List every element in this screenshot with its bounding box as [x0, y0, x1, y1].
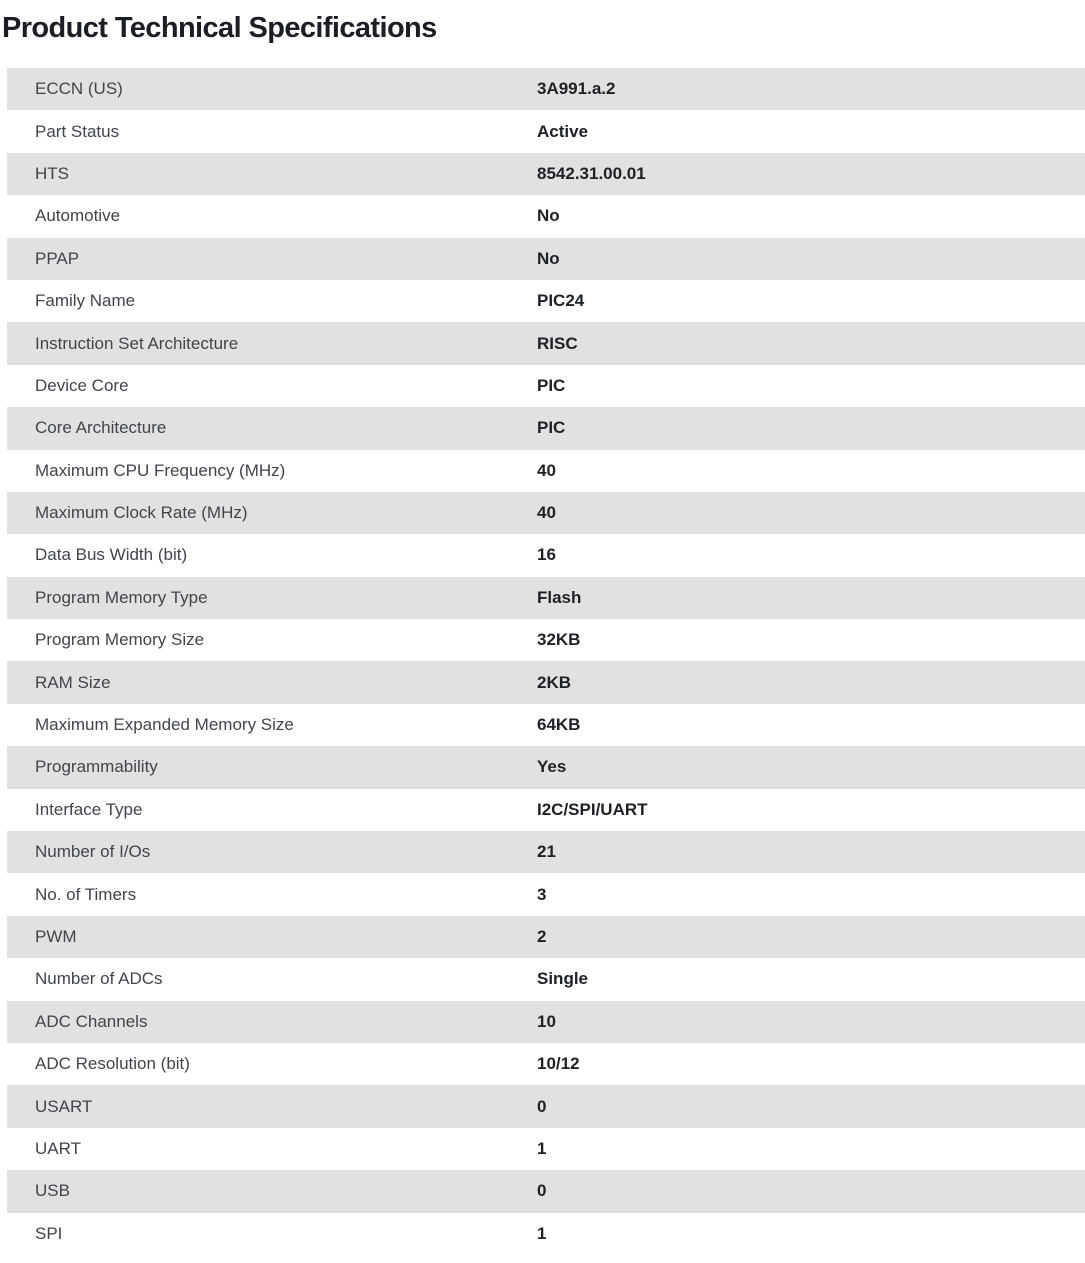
table-row	[7, 365, 1085, 407]
spec-label: Programmability	[35, 757, 158, 777]
spec-label: Program Memory Size	[35, 630, 205, 650]
spec-table	[7, 68, 1085, 1255]
spec-label: Number of I/Os	[35, 842, 151, 862]
spec-label: PWM	[35, 927, 77, 946]
spec-value: PIC	[537, 418, 566, 438]
spec-label: ECCN (US)	[35, 79, 123, 99]
spec-value: 16	[537, 545, 556, 565]
spec-value: 10/12	[537, 1054, 580, 1074]
spec-label: Part Status	[35, 121, 120, 141]
spec-value: I2C/SPI/UART	[537, 799, 648, 819]
spec-label: Program Memory Type	[35, 587, 208, 607]
table-row	[7, 68, 1085, 110]
spec-value: 2	[537, 927, 547, 946]
table-row	[7, 322, 1085, 364]
spec-value: 8542.31.00.01	[537, 163, 646, 183]
table-row	[7, 619, 1085, 661]
spec-label: Instruction Set Architecture	[35, 333, 239, 353]
spec-label: SPI	[35, 1223, 63, 1243]
table-row	[7, 789, 1085, 831]
spec-value: 3A991.a.2	[537, 79, 616, 99]
spec-label: USART	[35, 1096, 93, 1116]
spec-value: 1	[537, 1138, 547, 1158]
table-row	[7, 1085, 1085, 1127]
spec-value: Single	[537, 969, 589, 989]
spec-label: ADC Resolution (bit)	[35, 1054, 190, 1074]
spec-label: Maximum CPU Frequency (MHz)	[35, 460, 286, 480]
table-row	[7, 153, 1085, 195]
spec-value: RISC	[537, 333, 578, 353]
spec-label: Maximum Clock Rate (MHz)	[35, 503, 248, 523]
spec-value: 0	[537, 1181, 547, 1201]
spec-label: PPAP	[35, 248, 80, 268]
spec-value: Active	[537, 121, 589, 141]
table-row	[7, 1001, 1085, 1043]
table-row	[7, 280, 1085, 322]
spec-label: Family Name	[35, 291, 136, 311]
table-row	[7, 407, 1085, 449]
spec-value: No	[537, 248, 560, 268]
spec-value: 10	[537, 1011, 556, 1031]
table-row	[7, 661, 1085, 703]
table-row	[7, 704, 1085, 746]
spec-value: 32KB	[537, 630, 581, 650]
table-row	[7, 1043, 1085, 1085]
table-row	[7, 577, 1085, 619]
spec-value: No	[537, 206, 560, 226]
spec-value: 2KB	[537, 672, 572, 692]
spec-label: USB	[35, 1181, 70, 1201]
spec-value: 1	[537, 1223, 547, 1243]
table-row	[7, 492, 1085, 534]
spec-value: Flash	[537, 587, 582, 607]
spec-label: RAM Size	[35, 672, 111, 692]
spec-label: ADC Channels	[35, 1011, 148, 1031]
table-row	[7, 873, 1085, 915]
table-row	[7, 534, 1085, 576]
spec-value: 40	[537, 460, 556, 480]
table-row	[7, 238, 1085, 280]
table-row	[7, 1213, 1085, 1255]
spec-value: 21	[537, 842, 556, 862]
spec-label: Automotive	[35, 206, 121, 226]
table-row	[7, 916, 1085, 958]
spec-label: Number of ADCs	[35, 969, 163, 989]
spec-value: 0	[537, 1096, 547, 1116]
spec-value: Yes	[537, 757, 567, 777]
spec-value: PIC	[537, 375, 566, 395]
spec-label: Device Core	[35, 375, 129, 395]
spec-label: No. of Timers	[35, 884, 137, 904]
spec-value: 40	[537, 503, 556, 523]
spec-label: Maximum Expanded Memory Size	[35, 715, 294, 735]
spec-label: Core Architecture	[35, 418, 167, 438]
table-row	[7, 746, 1085, 788]
spec-value: 3	[537, 884, 547, 904]
page-title: Product Technical Specifications	[2, 12, 437, 44]
spec-label: UART	[35, 1138, 81, 1158]
table-row	[7, 831, 1085, 873]
table-row	[7, 958, 1085, 1000]
spec-label: HTS	[35, 163, 69, 183]
table-row	[7, 195, 1085, 237]
table-row	[7, 1170, 1085, 1212]
spec-value: PIC24	[537, 291, 585, 311]
table-row	[7, 450, 1085, 492]
table-row	[7, 1128, 1085, 1170]
spec-label: Interface Type	[35, 799, 143, 819]
spec-value: 64KB	[537, 715, 581, 735]
spec-label: Data Bus Width (bit)	[35, 545, 188, 565]
table-row	[7, 110, 1085, 152]
